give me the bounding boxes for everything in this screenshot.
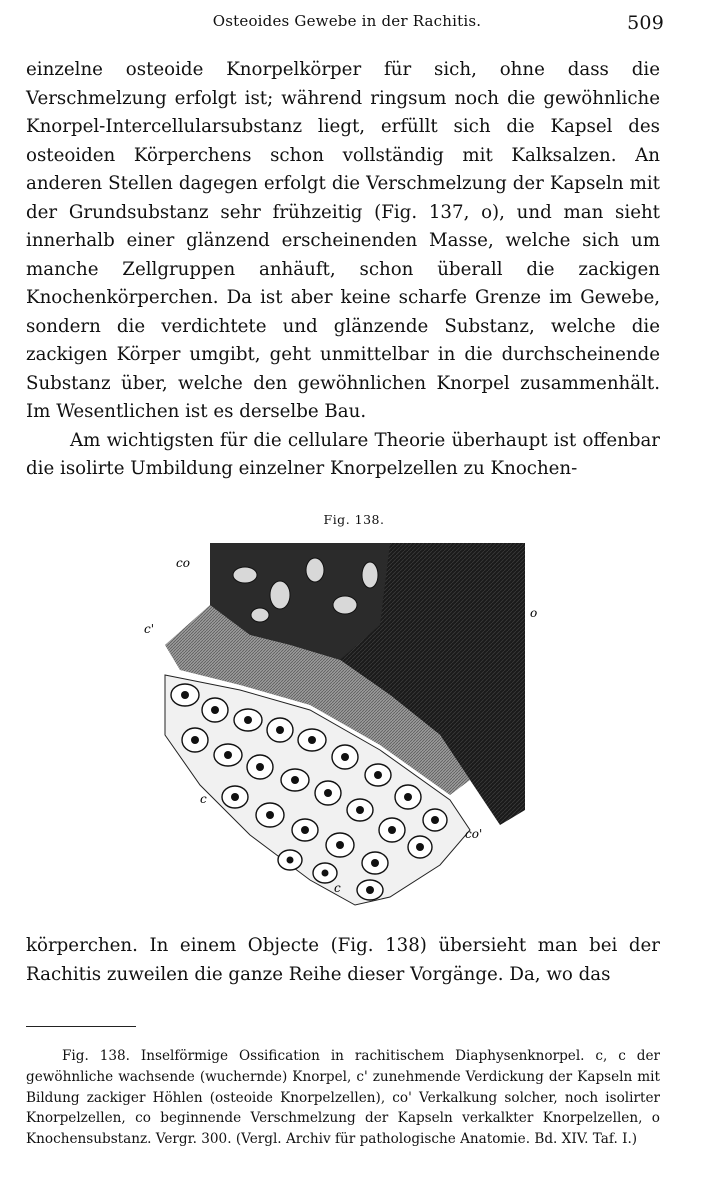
figure-caption xyxy=(26,1046,660,1150)
annotation-o: o xyxy=(530,606,538,620)
annotation-co-prime: co' xyxy=(465,827,483,841)
histology-engraving xyxy=(140,535,540,910)
paragraph-3: körperchen. In einem Objecte (Fig. 138) übersieht man bei der Rachitis zuweilen die ganze Reihe dieser Vorgänge. Da, wo das xyxy=(26,935,660,985)
paragraph-2: Am wichtigsten für die cellulare Theorie überhaupt ist offenbar die isolirte Umbildung einzelner Knorpelzellen zu Knochen- xyxy=(26,429,660,479)
page-number: 509 xyxy=(627,12,664,34)
annotation-c-left: c xyxy=(200,792,207,806)
body-text-upper xyxy=(26,56,660,484)
paragraph-1: einzelne osteoide Knorpelkörper für sich, ohne dass die Verschmelzung erfolgt ist; während ringsum noch die gewöhnliche Knorpel-Intercellularsubstanz liegt, erfüllt sich die Kapsel des osteoiden Körperchens schon vollständig mit Kalksalzen. An anderen Stellen dagegen erfolgt die Verschmelzung der Kapseln mit der Grundsubstanz sehr frühzeitig (Fig. 137, o), und man sieht innerhalb einer glänzend erscheinenden Masse, welche sich um manche Zellgruppen anhäuft, schon überall die zackigen Knochenkörperchen. Da ist aber keine scharfe Grenze im Gewebe, sondern die verdichtete und glänzende Substanz, welche die zackigen Körper umgibt, geht unmittelbar in die durchscheinende Substanz über, welche den gewöhnlichen Knorpel zusammenhält. Im Wesentlichen ist es derselbe Bau. xyxy=(26,59,660,422)
annotation-c-prime: c' xyxy=(144,622,155,636)
caption-text: Fig. 138. Inselförmige Ossification in rachitischem Diaphysenknorpel. c, c der gewöhnliche wachsende (wuchernde) Knorpel, c' zunehmende Verdickung der Kapseln mit Bildung zackiger Höhlen (osteoide Knorpelzellen), co' Verkalkung solcher, noch isolirter Knorpelzellen, co beginnende Verschmelzung der Kapseln verkalkter Knorpelzellen, o Knochensubstanz. Vergr. 300. (Vergl. Archiv für pathologische Anatomie. Bd. XIV. Taf. I.) xyxy=(26,1048,660,1148)
figure-138-illustration xyxy=(140,535,540,910)
running-head xyxy=(30,8,664,34)
annotation-co: co xyxy=(176,556,190,570)
body-text-lower xyxy=(26,932,660,989)
running-title: Osteoides Gewebe in der Rachitis. xyxy=(212,12,482,30)
figure-label: Fig. 138. xyxy=(323,512,385,527)
footnote-rule xyxy=(26,1026,136,1027)
annotation-c-bottom: c xyxy=(334,881,341,895)
